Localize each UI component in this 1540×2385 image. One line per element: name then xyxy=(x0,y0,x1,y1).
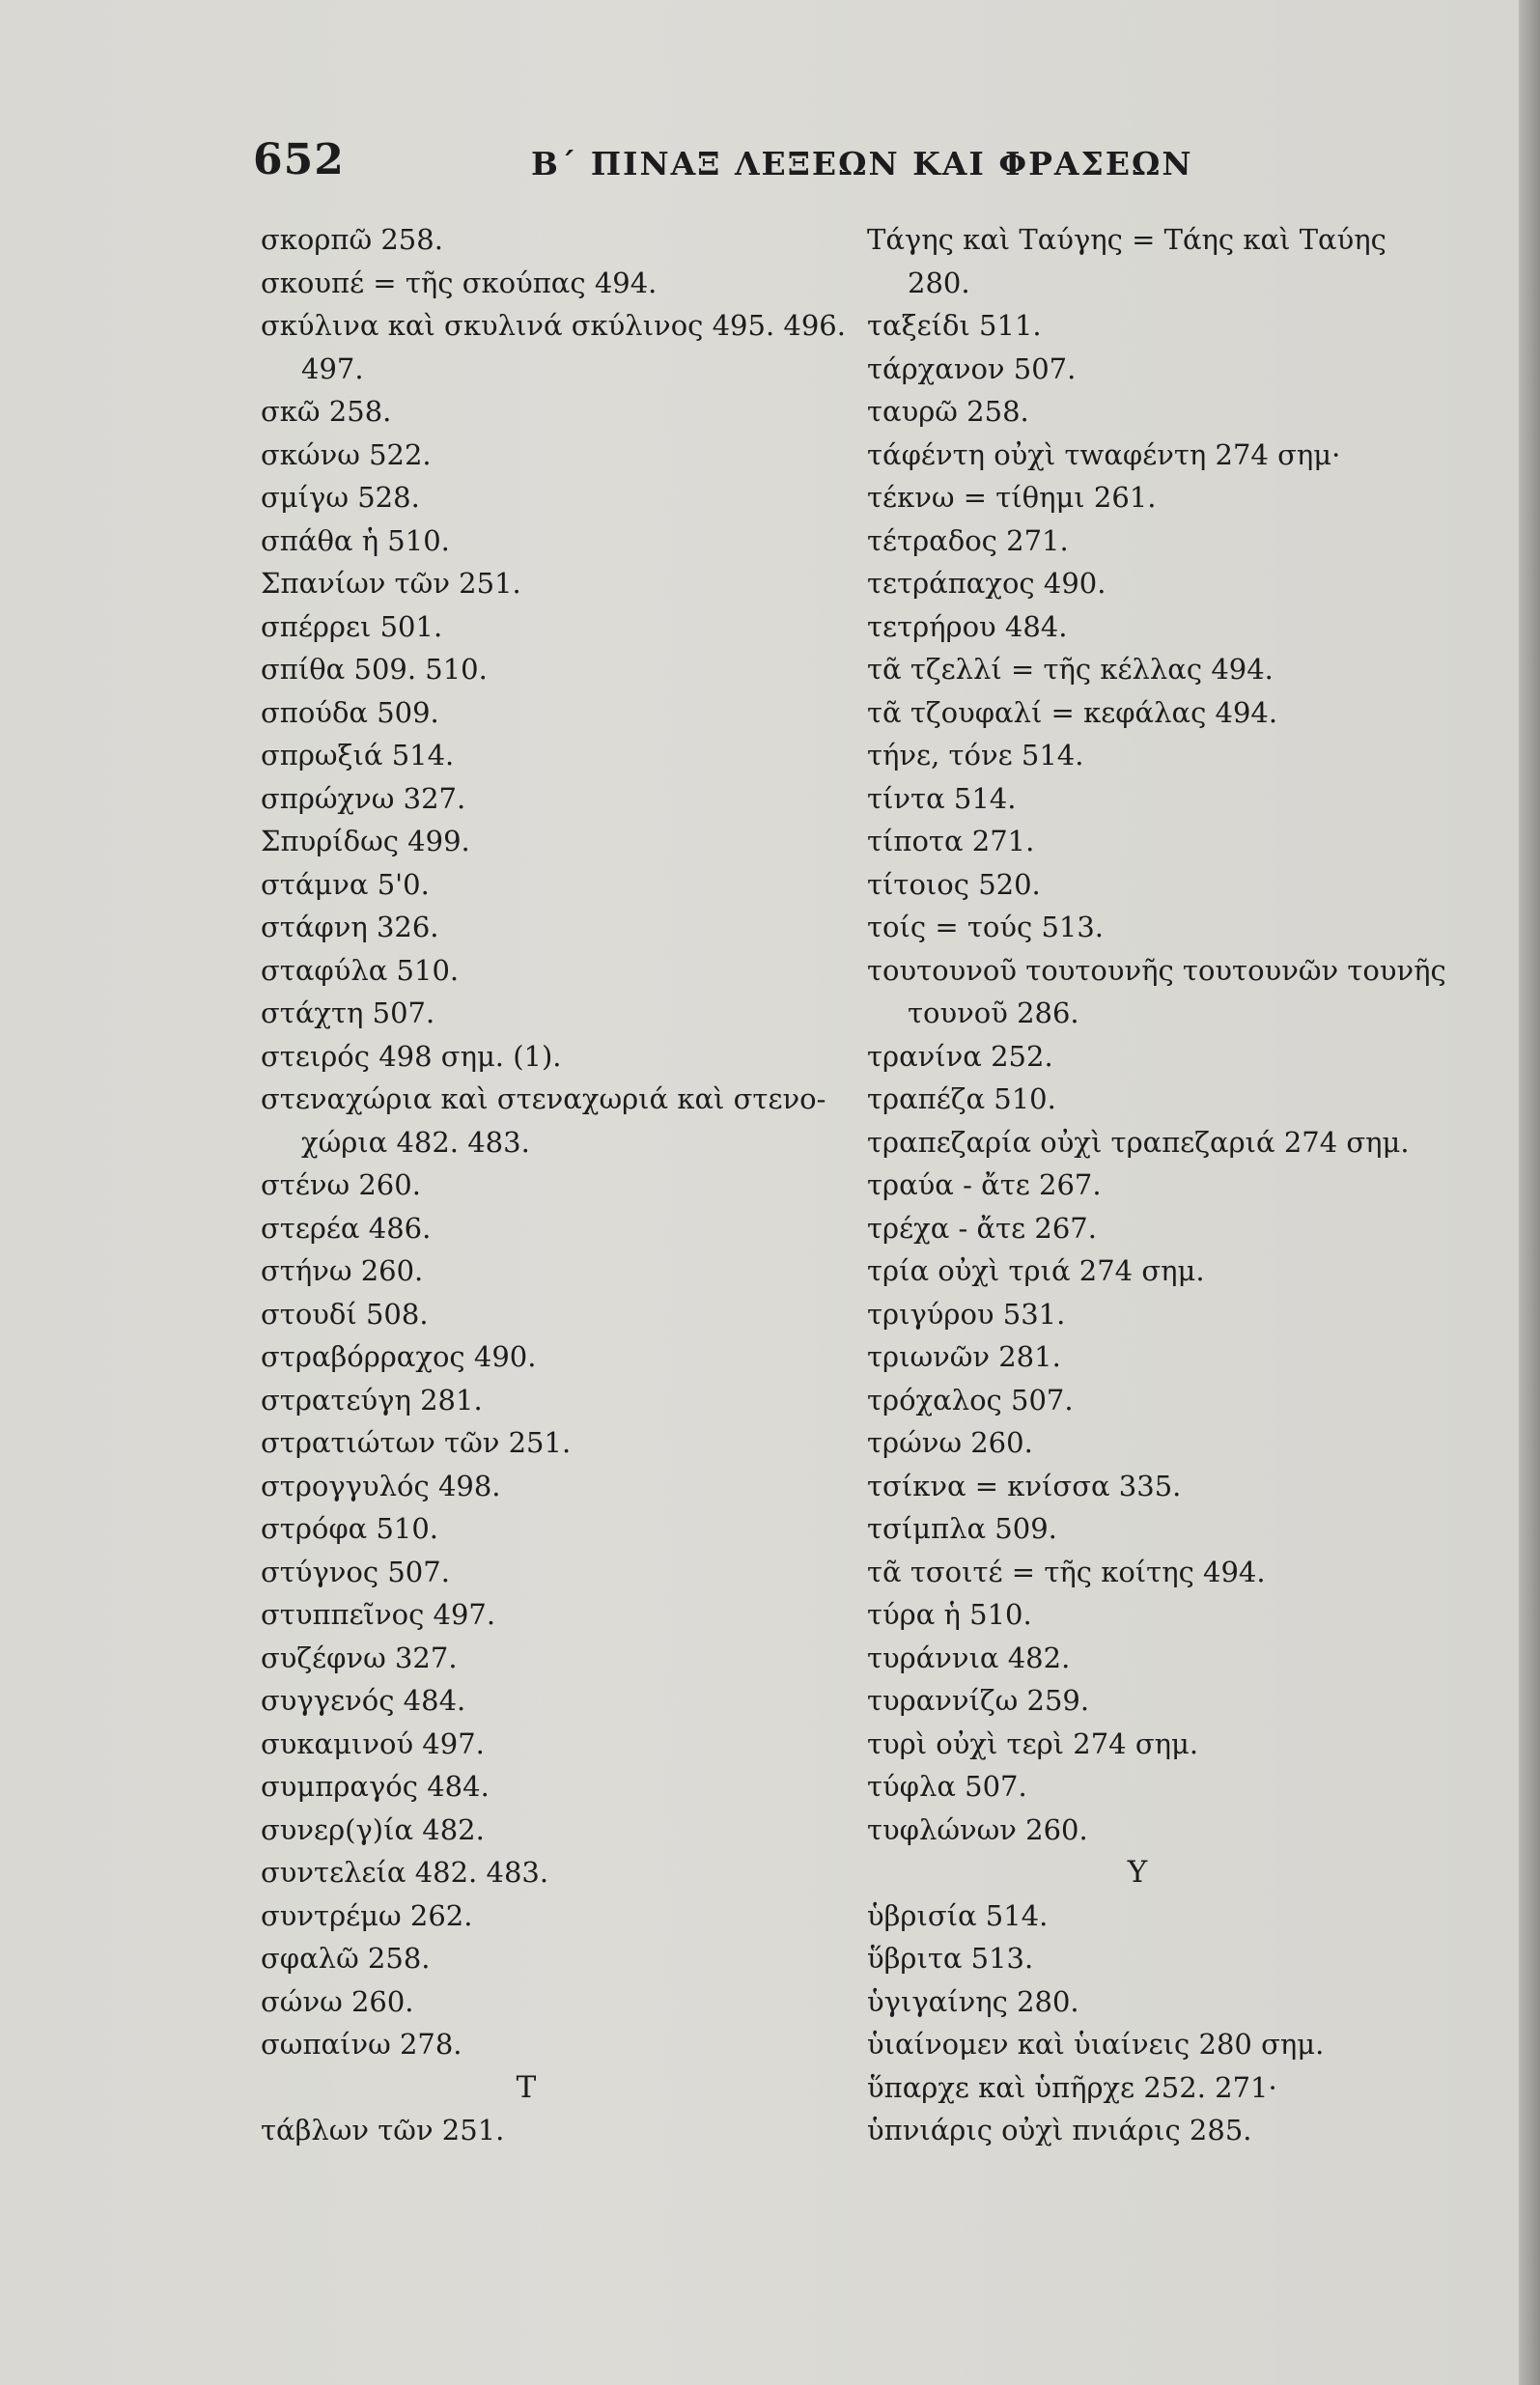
index-entry: τριωνῶν 281. xyxy=(867,1340,1061,1373)
index-entry: ὕπαρχε καὶ ὑπῆρχε 252. 271· xyxy=(867,2070,1277,2104)
index-entry: σκῶ 258. xyxy=(261,395,392,428)
index-entry: τάβλων τῶν 251. xyxy=(261,2114,505,2146)
index-entry: τύρα ἡ 510. xyxy=(867,1598,1032,1631)
index-entry: ὑγιγαίνης 280. xyxy=(867,1984,1079,2018)
index-entry: Σπυρίδως 499. xyxy=(261,825,470,857)
left-column xyxy=(261,218,846,2152)
index-entry: στύγνος 507. xyxy=(261,1555,450,1588)
index-entry: τέτραδος 271. xyxy=(867,523,1069,557)
index-entry: τᾶ τζελλί = τῆς κέλλας 494. xyxy=(867,653,1274,686)
index-entry: συνερ(γ)ία 482. xyxy=(261,1812,485,1846)
index-entry: στάχτη 507. xyxy=(261,996,435,1029)
index-entry: ταυρῶ 258. xyxy=(867,395,1029,428)
index-entry: τσίμπλα 509. xyxy=(867,1512,1057,1545)
right-column xyxy=(867,218,1446,2152)
index-entry-continuation: χώρια 482. 483. xyxy=(301,1125,530,1159)
index-entry: συντρέμω 262. xyxy=(261,1898,473,1932)
index-entry: σκώνω 522. xyxy=(261,437,432,471)
index-entry: στρόφα 510. xyxy=(261,1512,439,1545)
index-entry: σμίγω 528. xyxy=(261,481,420,514)
index-entry: τσίκνα = κνίσσα 335. xyxy=(867,1469,1182,1502)
index-entry: στεναχώρια καὶ στεναχωριά καὶ στενο- xyxy=(261,1082,826,1115)
index-entry: τραπεζαρία οὐχὶ τραπεζαριά 274 σημ. xyxy=(867,1125,1410,1159)
index-entry: τᾶ τζουφαλί = κεφάλας 494. xyxy=(867,695,1278,729)
index-entry: τυφλώνων 260. xyxy=(867,1812,1088,1846)
section-letter: Τ xyxy=(516,2069,537,2105)
page-header xyxy=(0,135,1521,193)
index-entry: σκύλινα καὶ σκυλινά σκύλινος 495. 496. xyxy=(261,309,846,342)
index-entry: σπρώχνω 327. xyxy=(261,781,466,815)
index-entry: ὑιαίνομεν καὶ ὑιαίνεις 280 σημ. xyxy=(867,2028,1325,2061)
index-entry: σπέρρει 501. xyxy=(261,609,443,643)
index-entry: ταξείδι 511. xyxy=(867,309,1042,342)
section-letter: Υ xyxy=(1127,1855,1148,1890)
index-entry: σπρωξιά 514. xyxy=(261,739,455,772)
index-entry: σκουπέ = τῆς σκούπας 494. xyxy=(261,266,658,299)
index-entry: τέκνω = τίθημι 261. xyxy=(867,481,1157,514)
index-entry: τριγύρου 531. xyxy=(867,1297,1066,1331)
index-entry: σώνω 260. xyxy=(261,1984,414,2018)
index-entry: στάφνη 326. xyxy=(261,911,439,943)
index-entry: στραβόρραχος 490. xyxy=(261,1340,537,1373)
index-entry: στρογγυλός 498. xyxy=(261,1469,501,1502)
index-entry: ὕβριτα 513. xyxy=(867,1942,1034,1975)
index-entry: τραπέζα 510. xyxy=(867,1082,1056,1115)
index-entry: ὑβρισία 514. xyxy=(867,1898,1049,1932)
index-entry: σκορπῶ 258. xyxy=(261,223,443,256)
index-entry: συγγενός 484. xyxy=(261,1684,466,1717)
index-entry: τρέχα - ἄτε 267. xyxy=(867,1211,1097,1245)
index-entry: τήνε, τόνε 514. xyxy=(867,739,1084,772)
index-entry: τετράπαχος 490. xyxy=(867,567,1106,600)
index-entry: συντελεία 482. 483. xyxy=(261,1856,549,1889)
index-entry: τρώνω 260. xyxy=(867,1426,1033,1459)
index-entry: τάφέντη οὐχὶ τwαφέντη 274 σημ· xyxy=(867,437,1341,471)
index-entry: τίτοιος 520. xyxy=(867,867,1041,901)
index-entry: σταφύλα 510. xyxy=(261,953,460,987)
index-entry: τραύα - ἄτε 267. xyxy=(867,1168,1102,1201)
index-entry: σωπαίνω 278. xyxy=(261,2028,462,2061)
index-entry: Τάγης καὶ Ταύγης = Τάης καὶ Ταύης xyxy=(867,223,1386,256)
index-entry: σπούδα 509. xyxy=(261,695,439,729)
index-entry: τᾶ τσοιτέ = τῆς κοίτης 494. xyxy=(867,1555,1266,1588)
index-entry: τουτουνοῦ τουτουνῆς τουτουνῶν τουνῆς xyxy=(867,953,1446,987)
index-entry: στουδί 508. xyxy=(261,1297,429,1331)
index-entry: στερέα 486. xyxy=(261,1211,432,1245)
index-entry: τύφλα 507. xyxy=(867,1770,1027,1803)
index-entry: τυράννια 482. xyxy=(867,1641,1071,1674)
index-entry: τρόχαλος 507. xyxy=(867,1383,1074,1417)
index-entry: τρία οὐχὶ τριά 274 σημ. xyxy=(867,1254,1205,1287)
index-entry-continuation: 497. xyxy=(301,351,364,385)
index-entry: σπίθα 509. 510. xyxy=(261,653,488,686)
index-entry: συμπραγός 484. xyxy=(261,1770,490,1803)
index-entry: στρατιώτων τῶν 251. xyxy=(261,1426,572,1459)
index-entry: τυρὶ οὐχὶ τερὶ 274 σημ. xyxy=(867,1726,1199,1760)
index-entry: σπάθα ἡ 510. xyxy=(261,523,450,557)
index-entry: τρανίνα 252. xyxy=(867,1039,1053,1073)
index-entry: ὑπνιάρις οὐχὶ πνιάρις 285. xyxy=(867,2114,1252,2146)
index-entry: τίντα 514. xyxy=(867,781,1017,815)
index-entry: συκαμινού 497. xyxy=(261,1726,485,1760)
index-entry: σφαλῶ 258. xyxy=(261,1942,431,1975)
index-entry: στένω 260. xyxy=(261,1168,421,1201)
index-entry: τοίς = τούς 513. xyxy=(867,911,1105,943)
running-title: Β΄ ΠΙΝΑΞ ΛΕΞΕΩΝ ΚΑΙ ΦΡΑΣΕΩΝ xyxy=(531,145,1193,182)
index-entry-continuation: 280. xyxy=(908,266,970,299)
page-edge-shadow xyxy=(1519,0,1540,2385)
index-entry: συζέφνω 327. xyxy=(261,1641,458,1674)
index-entry: τυραννίζω 259. xyxy=(867,1684,1090,1717)
index-entry: στυππεῖνος 497. xyxy=(261,1598,496,1631)
index-entry: στήνω 260. xyxy=(261,1254,424,1287)
index-entry: στειρός 498 σημ. (1). xyxy=(261,1039,562,1073)
index-entry: Σπανίων τῶν 251. xyxy=(261,567,521,600)
index-entry: στρατεύγη 281. xyxy=(261,1383,483,1417)
page-number: 652 xyxy=(253,135,345,184)
index-entry: τάρχανον 507. xyxy=(867,351,1077,385)
index-entry-continuation: τουνοῦ 286. xyxy=(908,996,1079,1029)
index-entry: τετρήρου 484. xyxy=(867,609,1068,643)
index-entry: τίποτα 271. xyxy=(867,825,1035,857)
index-entry: στάμνα 5'0. xyxy=(261,867,430,901)
